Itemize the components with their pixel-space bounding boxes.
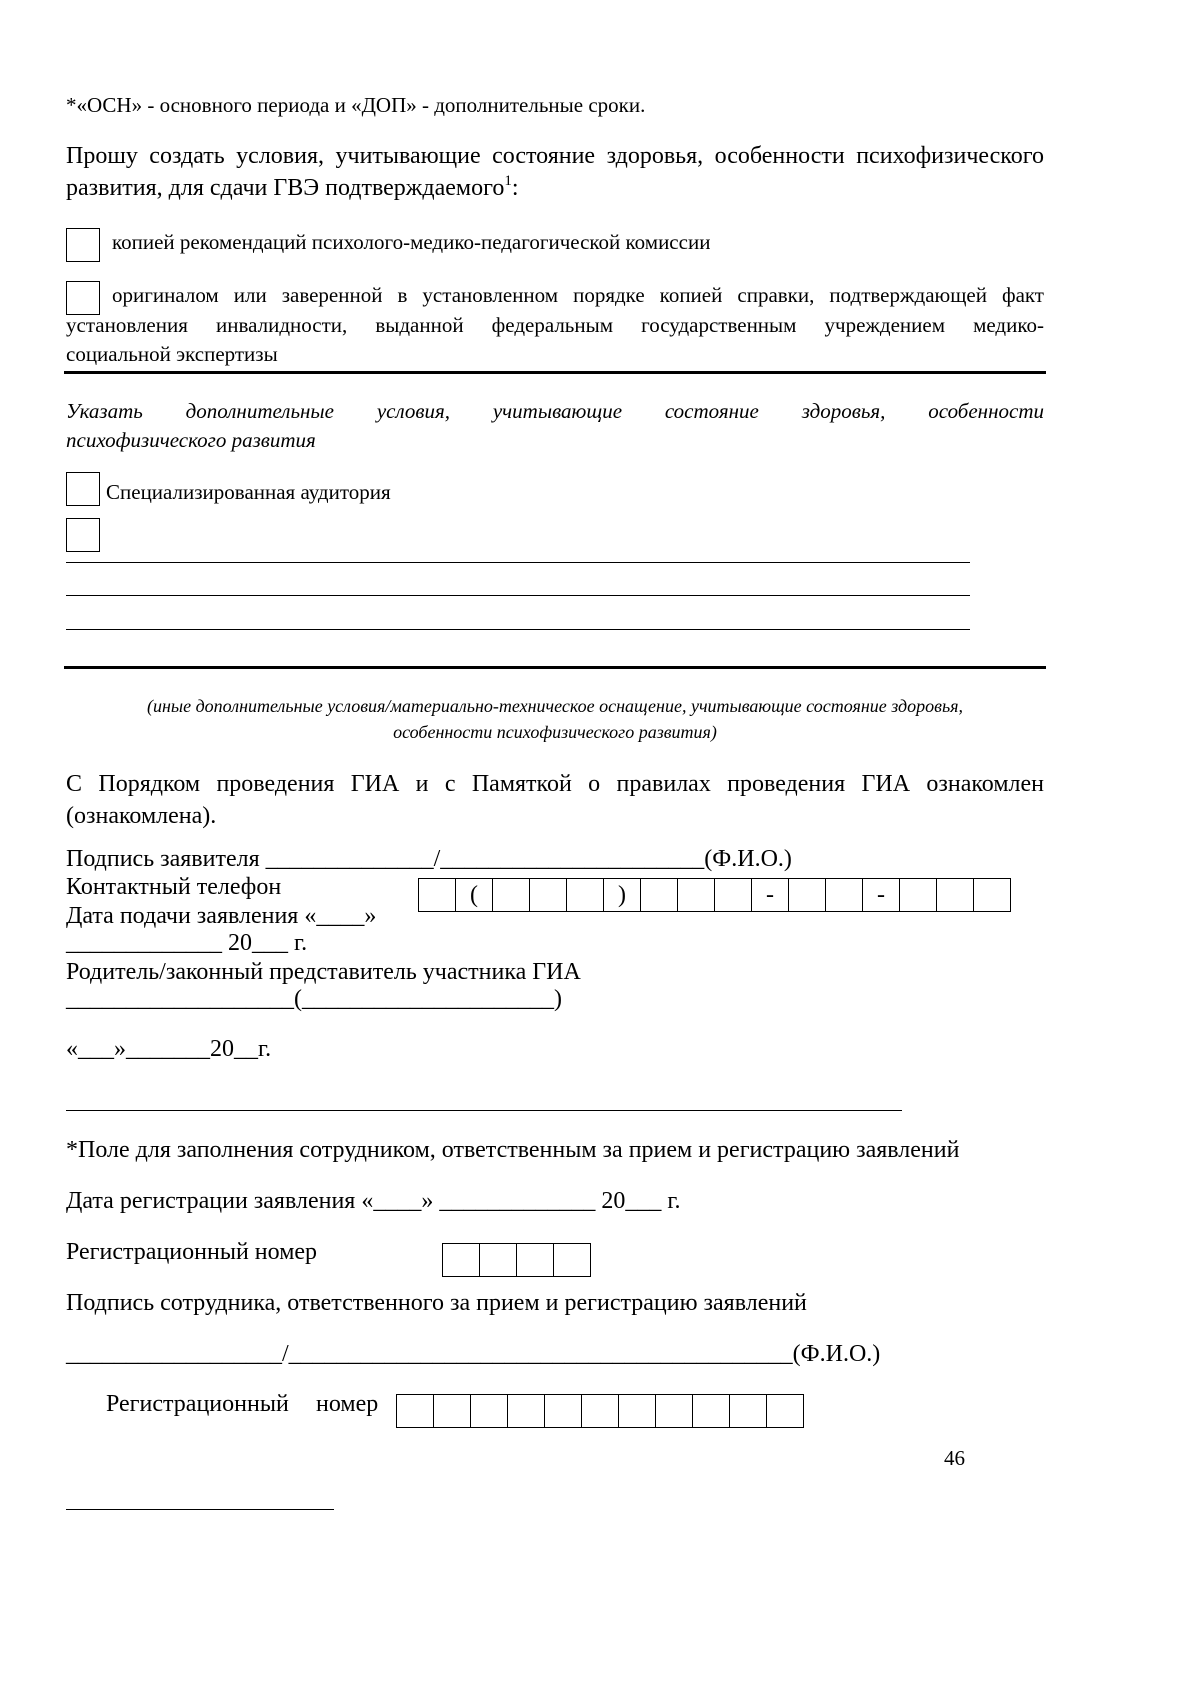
phone-label: Контактный телефон — [66, 874, 282, 900]
reg-number2-cell[interactable] — [730, 1394, 767, 1428]
other-line-3[interactable] — [66, 629, 970, 630]
phone-cell[interactable] — [419, 878, 456, 912]
phone-cells[interactable] — [418, 878, 1011, 912]
reg-number2-cell[interactable] — [508, 1394, 545, 1428]
reg-number2-cell[interactable] — [656, 1394, 693, 1428]
parent-date: «___»_______20__г. — [66, 1036, 272, 1062]
disability-line1: оригиналом или заверенной в установленном порядке копией справки, подтверждающей факт — [112, 283, 1044, 307]
staff-signature-label: Подпись сотрудника, ответственного за прием и регистрацию заявлений — [66, 1290, 807, 1316]
staff-divider — [66, 1110, 902, 1111]
request-line1: Прошу создать условия, учитывающие состояние здоровья, особенности психофизического — [66, 143, 1044, 169]
reg-number2-cell[interactable] — [619, 1394, 656, 1428]
phone-cell[interactable] — [937, 878, 974, 912]
ack-line2: (ознакомлена). — [66, 803, 217, 829]
note-line2: особенности психофизического развития) — [393, 722, 717, 742]
submit-date-line: _____________ 20___ г. — [66, 930, 308, 956]
reg-number-cell[interactable] — [554, 1243, 591, 1277]
reg-number-cell[interactable] — [443, 1243, 480, 1277]
parent-label: Родитель/законный представитель участника ГИА — [66, 959, 581, 985]
request-line2: развития, для сдачи ГВЭ подтверждаемого$^1$: — [66, 173, 519, 201]
footnote-rule — [66, 1509, 334, 1510]
phone-cell[interactable] — [715, 878, 752, 912]
reg-number2-cells[interactable] — [396, 1394, 804, 1428]
reg-number-label: Регистрационный номер — [66, 1239, 318, 1265]
phone-cell[interactable]: - — [863, 878, 900, 912]
phone-cell[interactable] — [567, 878, 604, 912]
reg-number-cell[interactable] — [480, 1243, 517, 1277]
phone-cell[interactable] — [493, 878, 530, 912]
reg-number2-cell[interactable] — [693, 1394, 730, 1428]
phone-cell[interactable] — [641, 878, 678, 912]
reg-number2-cell[interactable] — [767, 1394, 804, 1428]
reg-number2-cell[interactable] — [397, 1394, 434, 1428]
reg-number-cell[interactable] — [517, 1243, 554, 1277]
ack-line1: С Порядком проведения ГИА и с Памяткой о правилах проведения ГИА ознакомлен — [66, 771, 1044, 797]
phone-cell[interactable] — [789, 878, 826, 912]
phone-cell[interactable] — [974, 878, 1011, 912]
other-line-2[interactable] — [66, 595, 970, 596]
reg-date: Дата регистрации заявления «____» _____________ 20___ г. — [66, 1188, 681, 1214]
other-line-1[interactable] — [66, 562, 970, 563]
reg-number-cells[interactable] — [442, 1243, 591, 1277]
reg-number2-cell[interactable] — [545, 1394, 582, 1428]
pmpk-checkbox[interactable] — [66, 228, 100, 262]
applicant-signature: Подпись заявителя ______________/______________________(Ф.И.О.) — [66, 846, 792, 872]
phone-cell[interactable]: - — [752, 878, 789, 912]
extra-heading-line2: психофизического развития — [66, 428, 316, 452]
phone-cell[interactable]: ) — [604, 878, 641, 912]
phone-cell[interactable] — [826, 878, 863, 912]
reg-number2-label-a: Регистрационный — [106, 1391, 289, 1417]
other-checkbox[interactable] — [66, 518, 100, 552]
room-checkbox[interactable] — [66, 472, 100, 506]
section-divider — [64, 371, 1046, 374]
parent-signature-line: ___________________(_____________________) — [66, 986, 562, 1012]
staff-title: *Поле для заполнения сотрудником, ответственным за прием и регистрацию заявлений — [66, 1137, 960, 1163]
extra-heading-line1: Указать дополнительные условия, учитывающие состояние здоровья, особенности — [66, 399, 1044, 423]
phone-cell[interactable]: ( — [456, 878, 493, 912]
disability-line2: установления инвалидности, выданной федеральным государственным учреждением медико- — [66, 313, 1044, 337]
footnote-top: *«ОСН» - основного периода и «ДОП» - дополнительные сроки. — [66, 93, 646, 117]
room-label: Специализированная аудитория — [106, 480, 391, 504]
reg-number2-cell[interactable] — [582, 1394, 619, 1428]
pmpk-label: копией рекомендаций психолого-медико-педагогической комиссии — [112, 230, 711, 254]
reg-number2-cell[interactable] — [434, 1394, 471, 1428]
submit-date-label: Дата подачи заявления «____» — [66, 903, 377, 929]
section-divider — [64, 666, 1046, 669]
reg-number2-label-b: номер — [316, 1391, 379, 1417]
reg-number2-cell[interactable] — [471, 1394, 508, 1428]
phone-cell[interactable] — [678, 878, 715, 912]
note-line1: (иные дополнительные условия/материально-техническое оснащение, учитывающие состояние здоровья, — [146, 696, 964, 716]
staff-signature-line: __________________/__________________________________________(Ф.И.О.) — [66, 1341, 881, 1367]
phone-cell[interactable] — [900, 878, 937, 912]
phone-cell[interactable] — [530, 878, 567, 912]
disability-line3: социальной экспертизы — [66, 342, 278, 366]
page-number: 46 — [944, 1446, 965, 1470]
disability-checkbox[interactable] — [66, 281, 100, 315]
